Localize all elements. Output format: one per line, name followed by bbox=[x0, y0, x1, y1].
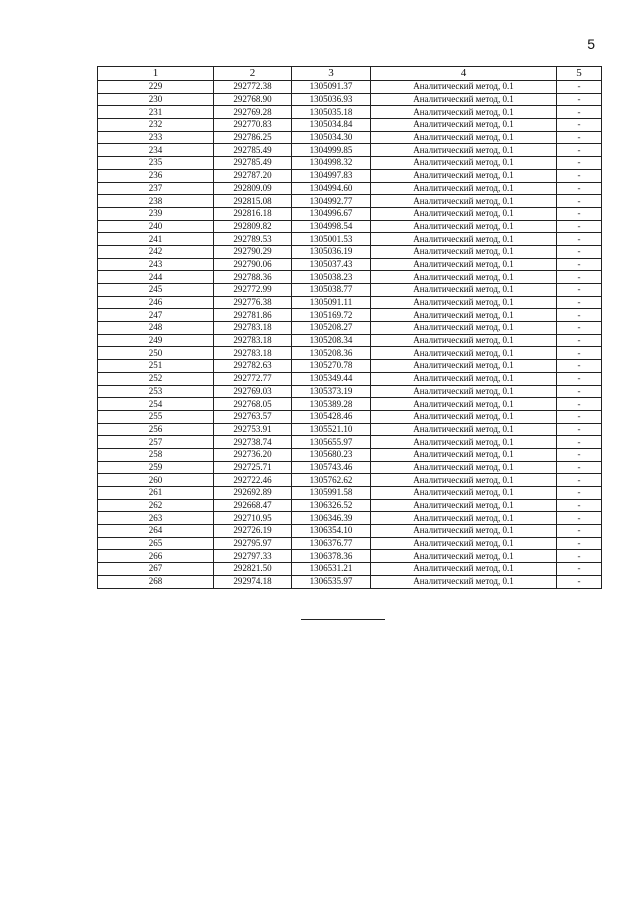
table-row bbox=[98, 499, 602, 512]
point-number-cell: 257 bbox=[98, 436, 214, 449]
method-cell: Аналитический метод, 0.1 bbox=[371, 93, 557, 106]
table-row bbox=[98, 474, 602, 487]
point-number-cell: 255 bbox=[98, 410, 214, 423]
method-cell: Аналитический метод, 0.1 bbox=[371, 271, 557, 284]
method-cell: Аналитический метод, 0.1 bbox=[371, 284, 557, 297]
y-coordinate-cell: 1305349.44 bbox=[292, 372, 371, 385]
note-cell: - bbox=[557, 207, 602, 220]
header-col-3: 3 bbox=[292, 67, 371, 81]
note-cell: - bbox=[557, 537, 602, 550]
table-row bbox=[98, 245, 602, 258]
y-coordinate-cell: 1305373.19 bbox=[292, 385, 371, 398]
method-cell: Аналитический метод, 0.1 bbox=[371, 296, 557, 309]
point-number-cell: 268 bbox=[98, 575, 214, 588]
x-coordinate-cell: 292768.90 bbox=[214, 93, 292, 106]
y-coordinate-cell: 1305743.46 bbox=[292, 461, 371, 474]
table-row bbox=[98, 322, 602, 335]
table-row bbox=[98, 195, 602, 208]
note-cell: - bbox=[557, 575, 602, 588]
x-coordinate-cell: 292738.74 bbox=[214, 436, 292, 449]
method-cell: Аналитический метод, 0.1 bbox=[371, 233, 557, 246]
note-cell: - bbox=[557, 512, 602, 525]
point-number-cell: 250 bbox=[98, 347, 214, 360]
y-coordinate-cell: 1305037.43 bbox=[292, 258, 371, 271]
x-coordinate-cell: 292787.20 bbox=[214, 169, 292, 182]
y-coordinate-cell: 1305038.77 bbox=[292, 284, 371, 297]
method-cell: Аналитический метод, 0.1 bbox=[371, 169, 557, 182]
x-coordinate-cell: 292769.28 bbox=[214, 106, 292, 119]
note-cell: - bbox=[557, 81, 602, 94]
method-cell: Аналитический метод, 0.1 bbox=[371, 448, 557, 461]
y-coordinate-cell: 1306346.39 bbox=[292, 512, 371, 525]
note-cell: - bbox=[557, 220, 602, 233]
table-row bbox=[98, 525, 602, 538]
table-row bbox=[98, 182, 602, 195]
method-cell: Аналитический метод, 0.1 bbox=[371, 258, 557, 271]
note-cell: - bbox=[557, 474, 602, 487]
y-coordinate-cell: 1305655.97 bbox=[292, 436, 371, 449]
y-coordinate-cell: 1306376.77 bbox=[292, 537, 371, 550]
y-coordinate-cell: 1305680.23 bbox=[292, 448, 371, 461]
point-number-cell: 259 bbox=[98, 461, 214, 474]
note-cell: - bbox=[557, 360, 602, 373]
point-number-cell: 258 bbox=[98, 448, 214, 461]
note-cell: - bbox=[557, 245, 602, 258]
point-number-cell: 241 bbox=[98, 233, 214, 246]
method-cell: Аналитический метод, 0.1 bbox=[371, 106, 557, 119]
table-header-row bbox=[98, 67, 602, 81]
x-coordinate-cell: 292782.63 bbox=[214, 360, 292, 373]
note-cell: - bbox=[557, 119, 602, 132]
x-coordinate-cell: 292772.99 bbox=[214, 284, 292, 297]
table-row bbox=[98, 207, 602, 220]
table-row bbox=[98, 258, 602, 271]
point-number-cell: 266 bbox=[98, 550, 214, 563]
header-col-5: 5 bbox=[557, 67, 602, 81]
x-coordinate-cell: 292763.57 bbox=[214, 410, 292, 423]
y-coordinate-cell: 1304999.85 bbox=[292, 144, 371, 157]
table-row bbox=[98, 461, 602, 474]
table-row bbox=[98, 423, 602, 436]
table-row bbox=[98, 512, 602, 525]
table-row bbox=[98, 410, 602, 423]
method-cell: Аналитический метод, 0.1 bbox=[371, 436, 557, 449]
x-coordinate-cell: 292783.18 bbox=[214, 347, 292, 360]
note-cell: - bbox=[557, 322, 602, 335]
table-row bbox=[98, 550, 602, 563]
y-coordinate-cell: 1305208.36 bbox=[292, 347, 371, 360]
method-cell: Аналитический метод, 0.1 bbox=[371, 461, 557, 474]
note-cell: - bbox=[557, 284, 602, 297]
y-coordinate-cell: 1306326.52 bbox=[292, 499, 371, 512]
y-coordinate-cell: 1305036.19 bbox=[292, 245, 371, 258]
y-coordinate-cell: 1304997.83 bbox=[292, 169, 371, 182]
table-body bbox=[98, 81, 602, 589]
table-row bbox=[98, 144, 602, 157]
note-cell: - bbox=[557, 258, 602, 271]
point-number-cell: 253 bbox=[98, 385, 214, 398]
point-number-cell: 236 bbox=[98, 169, 214, 182]
method-cell: Аналитический метод, 0.1 bbox=[371, 512, 557, 525]
note-cell: - bbox=[557, 563, 602, 576]
y-coordinate-cell: 1305034.30 bbox=[292, 131, 371, 144]
table-row bbox=[98, 487, 602, 500]
method-cell: Аналитический метод, 0.1 bbox=[371, 575, 557, 588]
method-cell: Аналитический метод, 0.1 bbox=[371, 81, 557, 94]
y-coordinate-cell: 1306535.97 bbox=[292, 575, 371, 588]
method-cell: Аналитический метод, 0.1 bbox=[371, 563, 557, 576]
header-col-1: 1 bbox=[98, 67, 214, 81]
table-row bbox=[98, 119, 602, 132]
note-cell: - bbox=[557, 144, 602, 157]
x-coordinate-cell: 292790.06 bbox=[214, 258, 292, 271]
y-coordinate-cell: 1305521.10 bbox=[292, 423, 371, 436]
x-coordinate-cell: 292776.38 bbox=[214, 296, 292, 309]
point-number-cell: 244 bbox=[98, 271, 214, 284]
table-row bbox=[98, 220, 602, 233]
point-number-cell: 256 bbox=[98, 423, 214, 436]
x-coordinate-cell: 292783.18 bbox=[214, 322, 292, 335]
point-number-cell: 246 bbox=[98, 296, 214, 309]
point-number-cell: 252 bbox=[98, 372, 214, 385]
method-cell: Аналитический метод, 0.1 bbox=[371, 537, 557, 550]
x-coordinate-cell: 292725.71 bbox=[214, 461, 292, 474]
y-coordinate-cell: 1305208.34 bbox=[292, 334, 371, 347]
x-coordinate-cell: 292692.89 bbox=[214, 487, 292, 500]
point-number-cell: 237 bbox=[98, 182, 214, 195]
method-cell: Аналитический метод, 0.1 bbox=[371, 550, 557, 563]
method-cell: Аналитический метод, 0.1 bbox=[371, 525, 557, 538]
note-cell: - bbox=[557, 271, 602, 284]
y-coordinate-cell: 1305428.46 bbox=[292, 410, 371, 423]
table-row bbox=[98, 93, 602, 106]
y-coordinate-cell: 1305991.58 bbox=[292, 487, 371, 500]
note-cell: - bbox=[557, 309, 602, 322]
note-cell: - bbox=[557, 347, 602, 360]
method-cell: Аналитический метод, 0.1 bbox=[371, 423, 557, 436]
x-coordinate-cell: 292769.03 bbox=[214, 385, 292, 398]
table-row bbox=[98, 398, 602, 411]
method-cell: Аналитический метод, 0.1 bbox=[371, 195, 557, 208]
point-number-cell: 265 bbox=[98, 537, 214, 550]
table-row bbox=[98, 233, 602, 246]
method-cell: Аналитический метод, 0.1 bbox=[371, 322, 557, 335]
coordinates-table bbox=[97, 66, 602, 589]
x-coordinate-cell: 292816.18 bbox=[214, 207, 292, 220]
method-cell: Аналитический метод, 0.1 bbox=[371, 487, 557, 500]
x-coordinate-cell: 292797.33 bbox=[214, 550, 292, 563]
table-row bbox=[98, 157, 602, 170]
note-cell: - bbox=[557, 195, 602, 208]
note-cell: - bbox=[557, 93, 602, 106]
x-coordinate-cell: 292726.19 bbox=[214, 525, 292, 538]
table-row bbox=[98, 360, 602, 373]
y-coordinate-cell: 1305035.18 bbox=[292, 106, 371, 119]
note-cell: - bbox=[557, 436, 602, 449]
note-cell: - bbox=[557, 296, 602, 309]
note-cell: - bbox=[557, 131, 602, 144]
y-coordinate-cell: 1304992.77 bbox=[292, 195, 371, 208]
point-number-cell: 234 bbox=[98, 144, 214, 157]
table-row bbox=[98, 271, 602, 284]
method-cell: Аналитический метод, 0.1 bbox=[371, 372, 557, 385]
table-row bbox=[98, 81, 602, 94]
point-number-cell: 247 bbox=[98, 309, 214, 322]
point-number-cell: 235 bbox=[98, 157, 214, 170]
point-number-cell: 233 bbox=[98, 131, 214, 144]
note-cell: - bbox=[557, 106, 602, 119]
y-coordinate-cell: 1305762.62 bbox=[292, 474, 371, 487]
method-cell: Аналитический метод, 0.1 bbox=[371, 144, 557, 157]
point-number-cell: 262 bbox=[98, 499, 214, 512]
point-number-cell: 238 bbox=[98, 195, 214, 208]
x-coordinate-cell: 292710.95 bbox=[214, 512, 292, 525]
table-row bbox=[98, 385, 602, 398]
y-coordinate-cell: 1305208.27 bbox=[292, 322, 371, 335]
table-row bbox=[98, 537, 602, 550]
point-number-cell: 248 bbox=[98, 322, 214, 335]
method-cell: Аналитический метод, 0.1 bbox=[371, 182, 557, 195]
x-coordinate-cell: 292790.29 bbox=[214, 245, 292, 258]
point-number-cell: 267 bbox=[98, 563, 214, 576]
y-coordinate-cell: 1305169.72 bbox=[292, 309, 371, 322]
x-coordinate-cell: 292786.25 bbox=[214, 131, 292, 144]
x-coordinate-cell: 292768.05 bbox=[214, 398, 292, 411]
x-coordinate-cell: 292668.47 bbox=[214, 499, 292, 512]
table-row bbox=[98, 284, 602, 297]
method-cell: Аналитический метод, 0.1 bbox=[371, 499, 557, 512]
point-number-cell: 231 bbox=[98, 106, 214, 119]
table-row bbox=[98, 372, 602, 385]
note-cell: - bbox=[557, 169, 602, 182]
note-cell: - bbox=[557, 448, 602, 461]
x-coordinate-cell: 292783.18 bbox=[214, 334, 292, 347]
x-coordinate-cell: 292781.86 bbox=[214, 309, 292, 322]
y-coordinate-cell: 1306354.10 bbox=[292, 525, 371, 538]
note-cell: - bbox=[557, 550, 602, 563]
table-row bbox=[98, 169, 602, 182]
x-coordinate-cell: 292770.83 bbox=[214, 119, 292, 132]
x-coordinate-cell: 292736.20 bbox=[214, 448, 292, 461]
table-row bbox=[98, 436, 602, 449]
method-cell: Аналитический метод, 0.1 bbox=[371, 220, 557, 233]
x-coordinate-cell: 292789.53 bbox=[214, 233, 292, 246]
note-cell: - bbox=[557, 461, 602, 474]
x-coordinate-cell: 292753.91 bbox=[214, 423, 292, 436]
y-coordinate-cell: 1305091.11 bbox=[292, 296, 371, 309]
table-row bbox=[98, 575, 602, 588]
header-col-4: 4 bbox=[371, 67, 557, 81]
y-coordinate-cell: 1304994.60 bbox=[292, 182, 371, 195]
y-coordinate-cell: 1305036.93 bbox=[292, 93, 371, 106]
point-number-cell: 264 bbox=[98, 525, 214, 538]
note-cell: - bbox=[557, 182, 602, 195]
point-number-cell: 232 bbox=[98, 119, 214, 132]
x-coordinate-cell: 292785.49 bbox=[214, 157, 292, 170]
y-coordinate-cell: 1304996.67 bbox=[292, 207, 371, 220]
x-coordinate-cell: 292788.36 bbox=[214, 271, 292, 284]
y-coordinate-cell: 1304998.54 bbox=[292, 220, 371, 233]
note-cell: - bbox=[557, 385, 602, 398]
y-coordinate-cell: 1306378.36 bbox=[292, 550, 371, 563]
y-coordinate-cell: 1305034.84 bbox=[292, 119, 371, 132]
table-row bbox=[98, 334, 602, 347]
point-number-cell: 245 bbox=[98, 284, 214, 297]
point-number-cell: 229 bbox=[98, 81, 214, 94]
page-number: 5 bbox=[587, 36, 595, 52]
method-cell: Аналитический метод, 0.1 bbox=[371, 474, 557, 487]
y-coordinate-cell: 1304998.32 bbox=[292, 157, 371, 170]
point-number-cell: 263 bbox=[98, 512, 214, 525]
note-cell: - bbox=[557, 157, 602, 170]
point-number-cell: 243 bbox=[98, 258, 214, 271]
method-cell: Аналитический метод, 0.1 bbox=[371, 309, 557, 322]
method-cell: Аналитический метод, 0.1 bbox=[371, 410, 557, 423]
point-number-cell: 260 bbox=[98, 474, 214, 487]
y-coordinate-cell: 1305091.37 bbox=[292, 81, 371, 94]
note-cell: - bbox=[557, 410, 602, 423]
note-cell: - bbox=[557, 423, 602, 436]
note-cell: - bbox=[557, 398, 602, 411]
method-cell: Аналитический метод, 0.1 bbox=[371, 207, 557, 220]
x-coordinate-cell: 292821.50 bbox=[214, 563, 292, 576]
table-row bbox=[98, 448, 602, 461]
table-row bbox=[98, 563, 602, 576]
method-cell: Аналитический метод, 0.1 bbox=[371, 157, 557, 170]
note-cell: - bbox=[557, 499, 602, 512]
point-number-cell: 242 bbox=[98, 245, 214, 258]
table-row bbox=[98, 131, 602, 144]
note-cell: - bbox=[557, 525, 602, 538]
y-coordinate-cell: 1305270.78 bbox=[292, 360, 371, 373]
method-cell: Аналитический метод, 0.1 bbox=[371, 360, 557, 373]
x-coordinate-cell: 292772.38 bbox=[214, 81, 292, 94]
y-coordinate-cell: 1305001.53 bbox=[292, 233, 371, 246]
x-coordinate-cell: 292795.97 bbox=[214, 537, 292, 550]
method-cell: Аналитический метод, 0.1 bbox=[371, 119, 557, 132]
x-coordinate-cell: 292785.49 bbox=[214, 144, 292, 157]
note-cell: - bbox=[557, 334, 602, 347]
x-coordinate-cell: 292974.18 bbox=[214, 575, 292, 588]
method-cell: Аналитический метод, 0.1 bbox=[371, 398, 557, 411]
x-coordinate-cell: 292815.08 bbox=[214, 195, 292, 208]
point-number-cell: 261 bbox=[98, 487, 214, 500]
method-cell: Аналитический метод, 0.1 bbox=[371, 347, 557, 360]
method-cell: Аналитический метод, 0.1 bbox=[371, 385, 557, 398]
point-number-cell: 249 bbox=[98, 334, 214, 347]
x-coordinate-cell: 292722.46 bbox=[214, 474, 292, 487]
x-coordinate-cell: 292809.82 bbox=[214, 220, 292, 233]
y-coordinate-cell: 1306531.21 bbox=[292, 563, 371, 576]
x-coordinate-cell: 292772.77 bbox=[214, 372, 292, 385]
table-row bbox=[98, 106, 602, 119]
y-coordinate-cell: 1305389.28 bbox=[292, 398, 371, 411]
table-row bbox=[98, 347, 602, 360]
note-cell: - bbox=[557, 372, 602, 385]
point-number-cell: 251 bbox=[98, 360, 214, 373]
method-cell: Аналитический метод, 0.1 bbox=[371, 334, 557, 347]
header-col-2: 2 bbox=[214, 67, 292, 81]
end-divider-line bbox=[301, 619, 385, 620]
note-cell: - bbox=[557, 487, 602, 500]
note-cell: - bbox=[557, 233, 602, 246]
point-number-cell: 239 bbox=[98, 207, 214, 220]
point-number-cell: 240 bbox=[98, 220, 214, 233]
table-row bbox=[98, 296, 602, 309]
table-row bbox=[98, 309, 602, 322]
method-cell: Аналитический метод, 0.1 bbox=[371, 131, 557, 144]
point-number-cell: 254 bbox=[98, 398, 214, 411]
x-coordinate-cell: 292809.09 bbox=[214, 182, 292, 195]
point-number-cell: 230 bbox=[98, 93, 214, 106]
y-coordinate-cell: 1305038.23 bbox=[292, 271, 371, 284]
method-cell: Аналитический метод, 0.1 bbox=[371, 245, 557, 258]
